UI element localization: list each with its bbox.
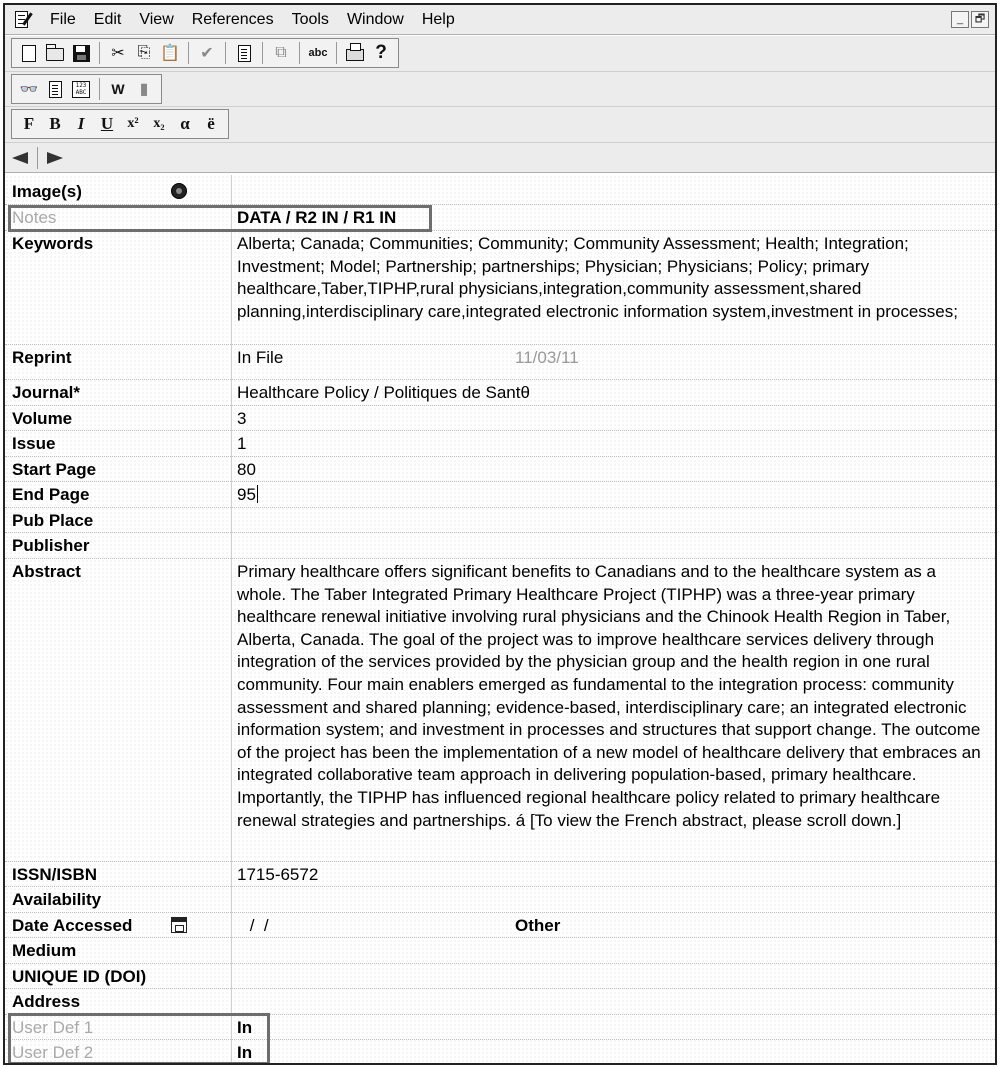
panel-icon[interactable]: ▮ [139,81,149,98]
standard-toolbar [11,38,399,68]
field-label: Abstract [12,562,81,581]
end-page-value: 95 [237,485,256,504]
binoculars-icon[interactable]: 👓 [19,81,39,98]
row-date-accessed [5,913,995,938]
toolbar-row-format [5,107,995,143]
restore-button[interactable]: 🗗 [971,11,989,28]
row-start-page [5,457,995,482]
subscript-button[interactable]: x₂ [153,116,165,131]
row-doi [5,964,995,989]
toolbar-separator [99,42,100,64]
reference-window [3,3,997,1065]
menu-file[interactable]: File [50,10,76,28]
date-accessed-value[interactable]: / / [245,916,269,935]
underline-button[interactable]: U [100,114,114,133]
toolbar-separator [262,42,263,64]
field-label: Address [12,992,81,1011]
issn-value[interactable]: 1715-6572 [237,865,319,884]
field-label: Journal* [12,383,81,402]
row-address [5,989,995,1015]
menu-bar [5,5,995,35]
abstract-value[interactable]: Primary healthcare offers significant benefits to Canadians and to the healthcare system as a whole. The Taber Integrated Primary Healthcare Project (TIPHP) was a three-year primary healthcare renewal initiative involving rural physicians and the Chinook Health Region in Taber, Alberta, Canada. The goal of the project was to improve healthcare services delivery through integration of the services provided by the physician group and the health region in one rural community. Four main enablers emerged as fundamental to the integration process: community assessment and shared planning; evidence-based, interdisciplinary care; an integrated electronic information system; and investment in processes and structures that support change. The outcome of the project has been the implementation of a new model of healthcare delivery that embraces an integrated collaborative team approach in delivering population-based, primary healthcare. Importantly, the TIPHP has influenced regional healthcare policy related to primary healthcare renewal strategies and partnerships. á [To view the French abstract, please scroll down.] [237,562,981,830]
calendar-icon[interactable] [171,917,187,933]
row-publisher [5,533,995,559]
reprint-date: 11/03/11 [515,348,579,367]
toolbar-separator [299,42,300,64]
row-issn [5,862,995,887]
text-caret [257,485,258,503]
other-label: Other [515,916,561,935]
search-toolbar [11,74,162,104]
cut-icon[interactable]: ✂ [111,45,125,62]
bold-button[interactable]: B [49,114,61,133]
field-label: End Page [12,485,90,504]
row-user-def-2 [5,1040,995,1065]
app-document-icon[interactable] [13,10,35,30]
field-label: Publisher [12,536,90,555]
notes-value[interactable]: DATA / R2 IN / R1 IN [237,208,397,227]
field-label: Image(s) [12,182,82,201]
field-label: ISSN/ISBN [12,865,98,884]
list-icon[interactable] [231,40,257,66]
help-icon[interactable]: ? [375,42,387,63]
field-label: User Def 1 [12,1018,94,1037]
previous-arrow-icon[interactable] [5,145,35,171]
start-page-value[interactable]: 80 [237,460,256,479]
list-arrow-icon[interactable] [42,76,68,102]
field-label: Date Accessed [12,916,133,935]
alpha-button[interactable]: α [180,114,190,133]
end-page-input[interactable] [237,485,258,505]
menu-view[interactable]: View [139,10,174,28]
toolbar-separator [37,147,38,169]
superscript-button[interactable]: x² [127,116,139,131]
toolbar-separator [225,42,226,64]
row-end-page [5,482,995,508]
italic-button[interactable]: I [77,114,85,133]
row-pub-place [5,508,995,533]
menu-help[interactable]: Help [421,10,455,28]
paste-icon[interactable]: 📋 [160,45,180,62]
row-keywords [5,231,995,345]
menu-references[interactable]: References [191,10,274,28]
toolbar-separator [188,42,189,64]
format-toolbar [11,109,229,139]
user-def-2-value[interactable]: In [237,1043,253,1062]
reprint-value[interactable]: In File [237,348,284,367]
field-label: Start Page [12,460,97,479]
new-document-icon[interactable] [16,40,42,66]
open-folder-icon[interactable] [42,40,68,66]
row-images [5,179,995,205]
bold-f-button[interactable]: F [23,114,35,133]
row-volume [5,406,995,431]
row-issue [5,431,995,457]
keywords-value[interactable]: Alberta; Canada; Communities; Community; Community Assessment; Health; Integration; Investment; Model; Partnership; partnerships; Physician; Physicians; Policy; primary healthcare,Taber,TIPHP,rural physicians,integration,community assessment,shared planning,interdisciplinary care,integrated electronic information system,investment in processes; [237,234,958,321]
row-availability [5,887,995,913]
menu-window[interactable]: Window [346,10,404,28]
field-label: Notes [12,208,57,227]
field-label: Keywords [12,234,94,253]
row-reprint [5,345,995,380]
reference-form [5,175,995,1065]
menu-edit[interactable]: Edit [93,10,122,28]
user-def-1-value[interactable]: In [237,1018,253,1037]
copy-icon[interactable]: ⎘ [137,44,151,61]
navigation-bar [5,143,995,173]
issue-value[interactable]: 1 [237,434,247,453]
word-icon[interactable]: W [111,81,125,97]
toolbar-row-standard [5,36,995,72]
row-user-def-1 [5,1015,995,1040]
print-icon[interactable] [342,40,368,66]
camera-icon[interactable] [171,183,187,199]
field-label: Pub Place [12,511,94,530]
toolbar-separator [336,42,337,64]
field-label: User Def 2 [12,1043,94,1062]
toolbar-row-search [5,72,995,107]
field-label: UNIQUE ID (DOI) [12,967,147,986]
row-medium [5,938,995,964]
volume-value[interactable]: 3 [237,409,247,428]
window-controls [951,11,989,28]
field-label: Volume [12,409,73,428]
duplicate-icon[interactable]: ⧉ [275,44,287,61]
check-icon[interactable]: ✔ [200,45,214,62]
field-label: Availability [12,890,102,909]
save-icon[interactable] [68,40,94,66]
menu-tools[interactable]: Tools [291,10,329,28]
spellcheck-icon[interactable]: abc [308,47,328,59]
journal-value[interactable]: Healthcare Policy / Politiques de Santθ [237,383,530,402]
row-journal [5,380,995,406]
row-abstract [5,559,995,862]
toolbar-separator [99,78,100,100]
field-label: Issue [12,434,56,453]
next-arrow-icon[interactable] [40,145,70,171]
field-label: Reprint [12,348,72,367]
umlaut-button[interactable]: ë [207,114,215,133]
row-notes [5,205,995,231]
field-label: Medium [12,941,77,960]
minimize-button[interactable]: _ [951,11,969,28]
abc-grid-icon[interactable]: 123 ABC [68,76,94,102]
